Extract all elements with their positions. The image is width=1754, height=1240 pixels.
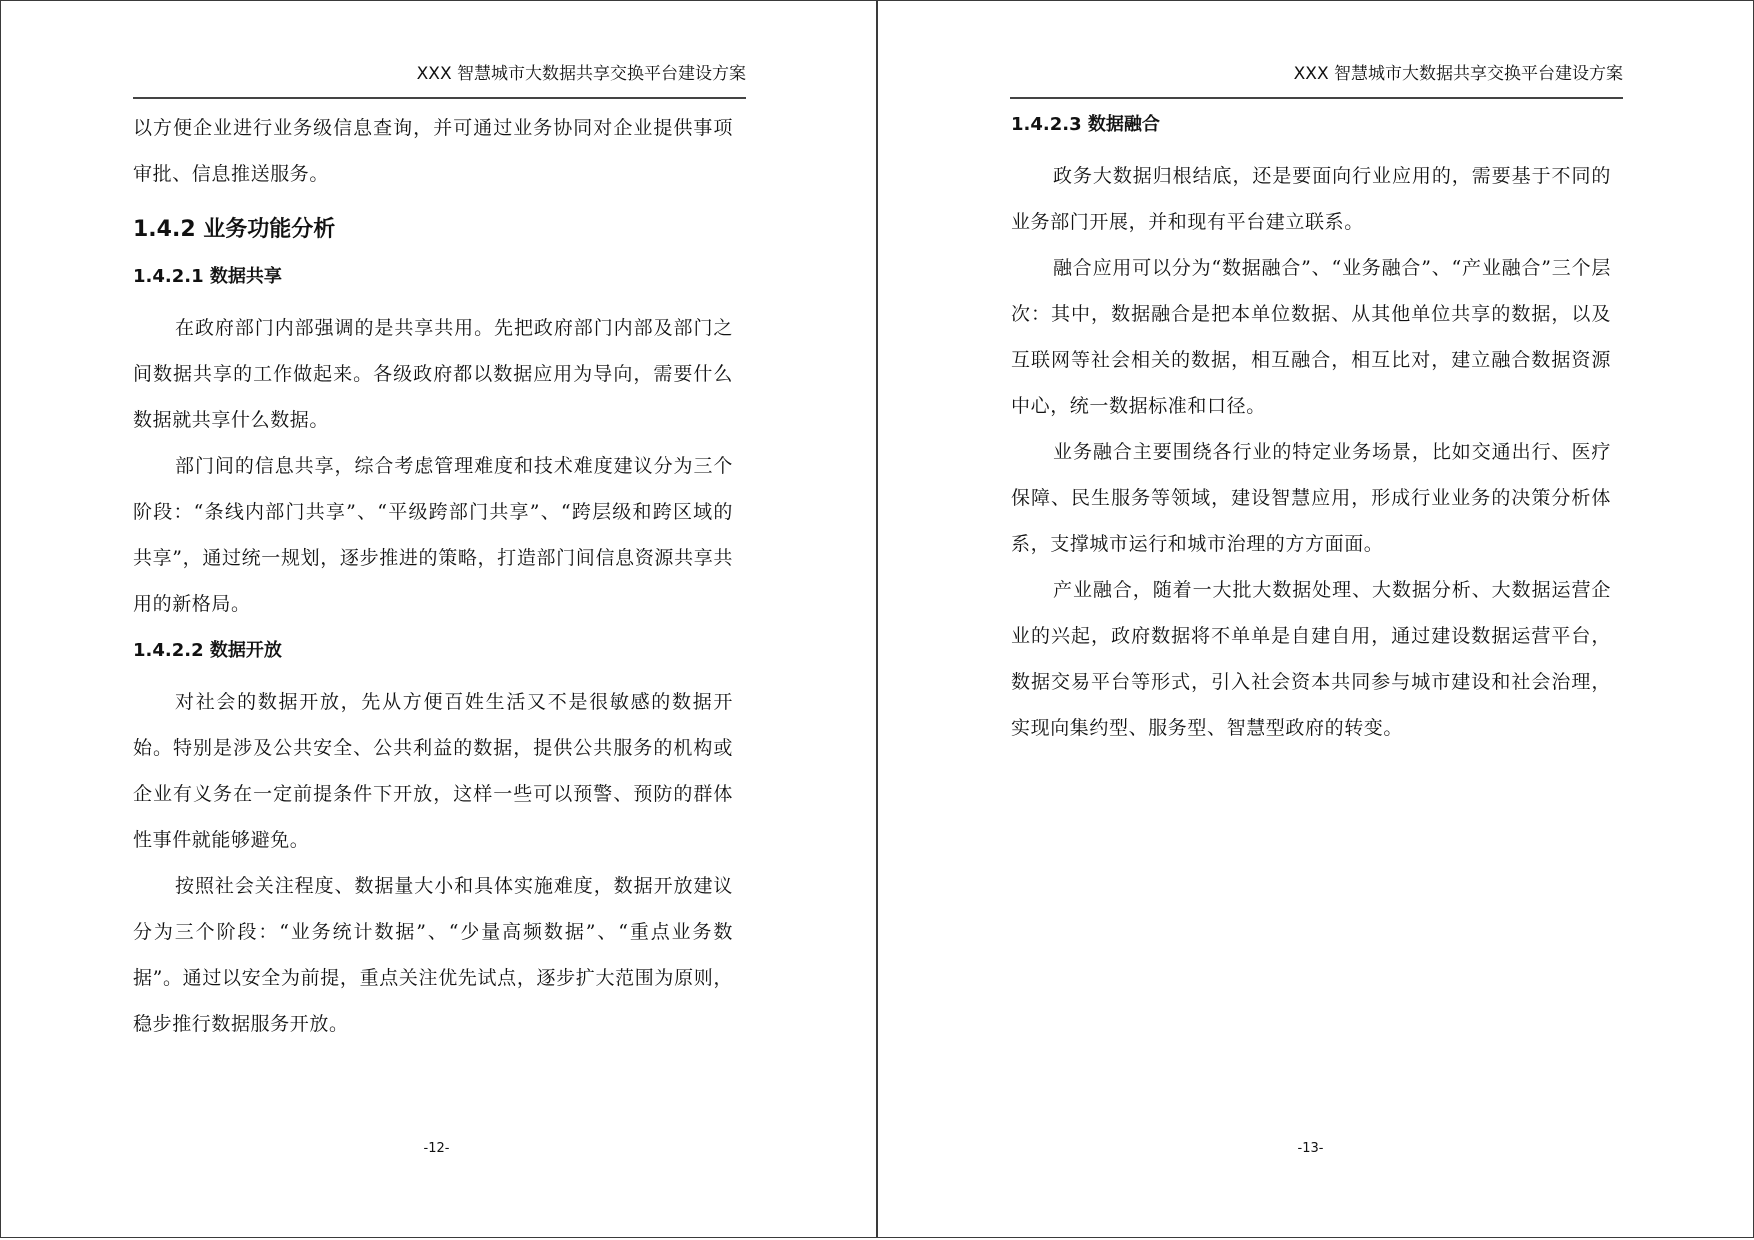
intro-paragraph: 以方便企业进行业务级信息查询，并可通过业务协同对企业提供事项审批、信息推送服务。: [133, 117, 733, 185]
paragraph: 融合应用可以分为“数据融合”、“业务融合”、“产业融合”三个层次：其中，数据融合是把本单位数据、从其他单位共享的数据，以及互联网等社会相关的数据，相互融合，相互比对，建立融合数据资源中心，统一数据标准和口径。: [1011, 257, 1611, 417]
page-header: XXX 智慧城市大数据共享交换平台建设方案: [1010, 61, 1623, 99]
page-number: -12-: [423, 1141, 450, 1156]
subsection-heading-data-opening: 1.4.2.2 数据开放: [133, 640, 282, 661]
page-content: [1011, 105, 1611, 751]
subsection-heading-data-fusion: 1.4.2.3 数据融合: [1011, 114, 1160, 135]
page-13: [877, 0, 1754, 1238]
paragraph: 产业融合，随着一大批大数据处理、大数据分析、大数据运营企业的兴起，政府数据将不单单是自建自用，通过建设数据运营平台，数据交易平台等形式，引入社会资本共同参与城市建设和社会治理，实现向集约型、服务型、智慧型政府的转变。: [1011, 579, 1611, 739]
page-content: [133, 105, 733, 1047]
paragraph: 在政府部门内部强调的是共享共用。先把政府部门内部及部门之间数据共享的工作做起来。各级政府都以数据应用为导向，需要什么数据就共享什么数据。: [133, 317, 733, 431]
paragraph: 按照社会关注程度、数据量大小和具体实施难度，数据开放建议分为三个阶段：“业务统计数据”、“少量高频数据”、“重点业务数据”。通过以安全为前提，重点关注优先试点，逐步扩大范围为原则，稳步推行数据服务开放。: [133, 875, 733, 1035]
page-12: [0, 0, 877, 1238]
paragraph: 业务融合主要围绕各行业的特定业务场景，比如交通出行、医疗保障、民生服务等领域，建设智慧应用，形成行业业务的决策分析体系，支撑城市运行和城市治理的方方面面。: [1011, 441, 1611, 555]
page-header: XXX 智慧城市大数据共享交换平台建设方案: [133, 61, 746, 99]
page-number: -13-: [1297, 1141, 1324, 1156]
paragraph: 对社会的数据开放，先从方便百姓生活又不是很敏感的数据开始。特别是涉及公共安全、公共利益的数据，提供公共服务的机构或企业有义务在一定前提条件下开放，这样一些可以预警、预防的群体性事件就能够避免。: [133, 691, 733, 851]
paragraph: 政务大数据归根结底，还是要面向行业应用的，需要基于不同的业务部门开展，并和现有平台建立联系。: [1011, 165, 1611, 233]
subsection-heading-data-sharing: 1.4.2.1 数据共享: [133, 266, 282, 287]
paragraph: 部门间的信息共享，综合考虑管理难度和技术难度建议分为三个阶段：“条线内部门共享”、“平级跨部门共享”、“跨层级和跨区域的共享”，通过统一规划，逐步推进的策略，打造部门间信息资源共享共用的新格局。: [133, 455, 733, 615]
section-heading: 1.4.2 业务功能分析: [133, 217, 336, 242]
